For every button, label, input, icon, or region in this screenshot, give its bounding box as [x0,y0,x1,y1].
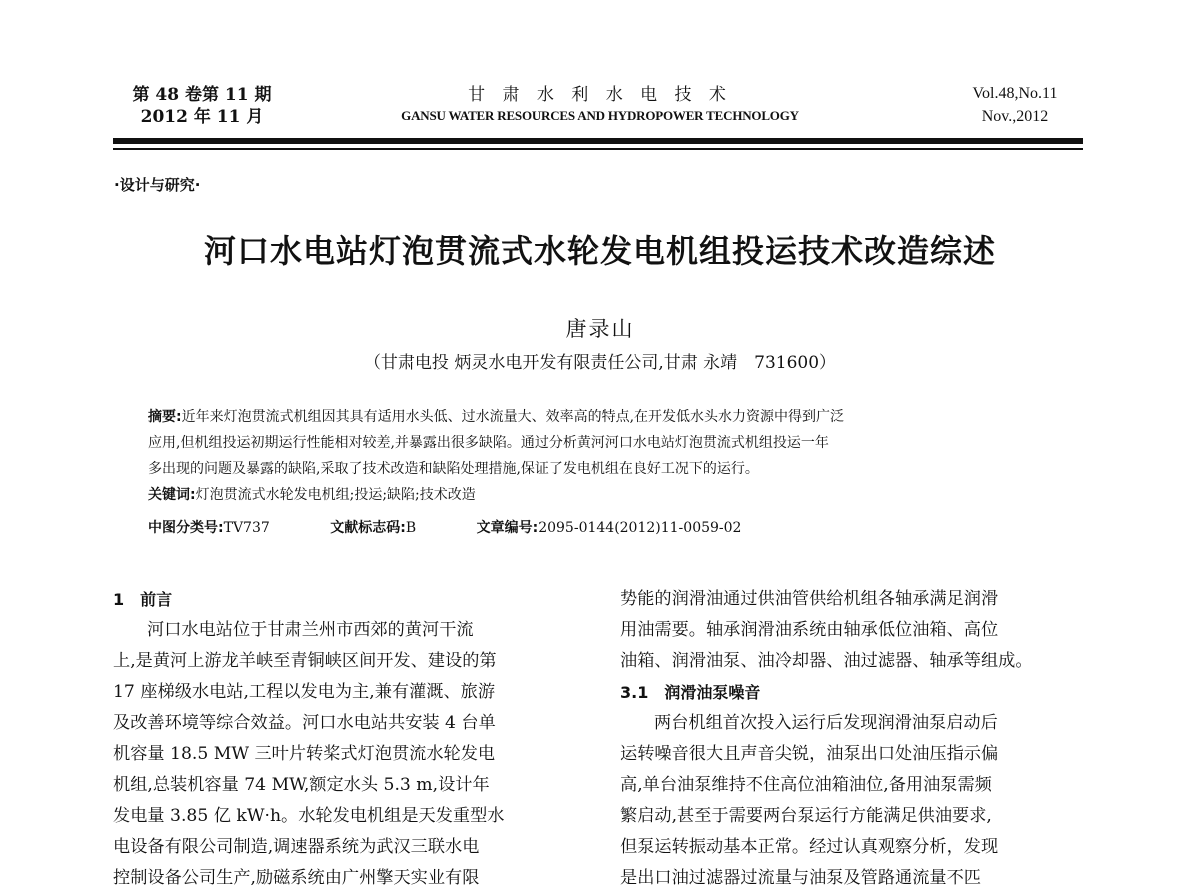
paragraph-line: 油箱、润滑油泵、油冷却器、油过滤器、轴承等组成。 [620,651,1033,671]
paragraph-line: 控制设备公司生产,励磁系统由广州擎天实业有限 [113,868,480,888]
paragraph-line: 但泵运转振动基本正常。经过认真观察分析，发现 [620,837,999,857]
abstract-line: 多出现的问题及暴露的缺陷,采取了技术改造和缺陷处理措施,保证了发电机组在良好工况下的运行。 [148,461,759,477]
paragraph-line: 上,是黄河上游龙羊峡至青铜峡区间开发、建设的第 [113,651,497,671]
author-name: 唐录山 [565,317,635,341]
author-affiliation: （甘肃电投 炳灵水电开发有限责任公司,甘肃 永靖 731600） [363,353,837,373]
issue-volume-cn: 第 48 卷第 11 期 [132,85,272,105]
paragraph-line: 17 座梯级水电站,工程以发电为主,兼有灌溉、旅游 [113,682,496,702]
paragraph-line: 电设备有限公司制造,调速器系统为武汉三联水电 [113,837,480,857]
keywords-label: 关键词: [148,487,196,503]
issue-date-en: Nov.,2012 [981,108,1049,125]
abstract [148,404,1058,508]
section-heading: 1 前言 [113,590,173,609]
abstract-line: 摘要:近年来灯泡贯流式机组因其具有适用水头低、过水流量大、效率高的特点,在开发低水头水力资源中得到广泛 [148,409,845,425]
issue-date-cn: 2012 年 11 月 [140,107,264,127]
header-rule-thin [113,148,1083,150]
abstract-label: 摘要: [148,409,182,425]
paragraph-line: 发电量 3.85 亿 kW·h。水轮发电机组是天发重型水 [113,806,505,826]
subsection-heading: 3.1 润滑油泵噪音 [620,683,761,702]
issue-info-en [955,82,1075,128]
paragraph-line: 运转噪音很大且声音尖锐，油泵出口处油压指示偏 [620,744,999,764]
clc-label: 中图分类号: [148,520,224,536]
abstract-line: 应用,但机组投运初期运行性能相对较差,并暴露出很多缺陷。通过分析黄河河口水电站灯泡贯流式机组投运一年 [148,435,829,451]
paragraph-line: 是出口油过滤器过流量与油泵及管路通流量不匹 [620,868,981,888]
paragraph-line: 及改善环境等综合效益。河口水电站共安装 4 台单 [113,713,496,733]
doc-code-value: B [405,520,417,536]
paragraph-line: 机容量 18.5 MW 三叶片转桨式灯泡贯流水轮发电 [113,744,496,764]
body-column-right [620,584,1090,894]
article-no-value: 2095-0144(2012)11-0059-02 [538,520,742,536]
doc-code-label: 文献标志码: [330,520,406,536]
journal-name-cn: 甘 肃 水 利 水 电 技 术 [468,85,732,105]
article-title: 河口水电站灯泡贯流式水轮发电机组投运技术改造综述 [203,232,996,270]
article-no-label: 文章编号: [476,520,539,536]
keywords: 灯泡贯流式水轮发电机组;投运;缺陷;技术改造 [195,487,476,503]
paragraph-line: 繁启动,甚至于需要两台泵运行方能满足供油要求, [620,806,992,826]
paragraph-line: 势能的润滑油通过供油管供给机组各轴承满足润滑 [620,589,999,609]
header-rule-thick [113,138,1083,144]
section-tag: ·设计与研究· [114,176,201,194]
issue-info-cn [132,84,272,128]
journal-name-en: GANSU WATER RESOURCES AND HYDROPOWER TECHNOLOGY [401,108,799,123]
paragraph-line: 河口水电站位于甘肃兰州市西郊的黄河干流 [147,620,474,640]
paragraph-line: 机组,总装机容量 74 MW,额定水头 5.3 m,设计年 [113,775,490,795]
clc-value: TV737 [223,520,270,536]
issue-volume-en: Vol.48,No.11 [972,85,1058,102]
classification-row [148,517,741,537]
paragraph-line: 两台机组首次投入运行后发现润滑油泵启动后 [654,713,998,733]
journal-name [360,84,840,126]
body-column-left [113,584,583,894]
paragraph-line: 用油需要。轴承润滑油系统由轴承低位油箱、高位 [620,620,999,640]
keywords-line [148,482,1058,508]
paragraph-line: 高,单台油泵维持不住高位油箱油位,备用油泵需频 [620,775,992,795]
